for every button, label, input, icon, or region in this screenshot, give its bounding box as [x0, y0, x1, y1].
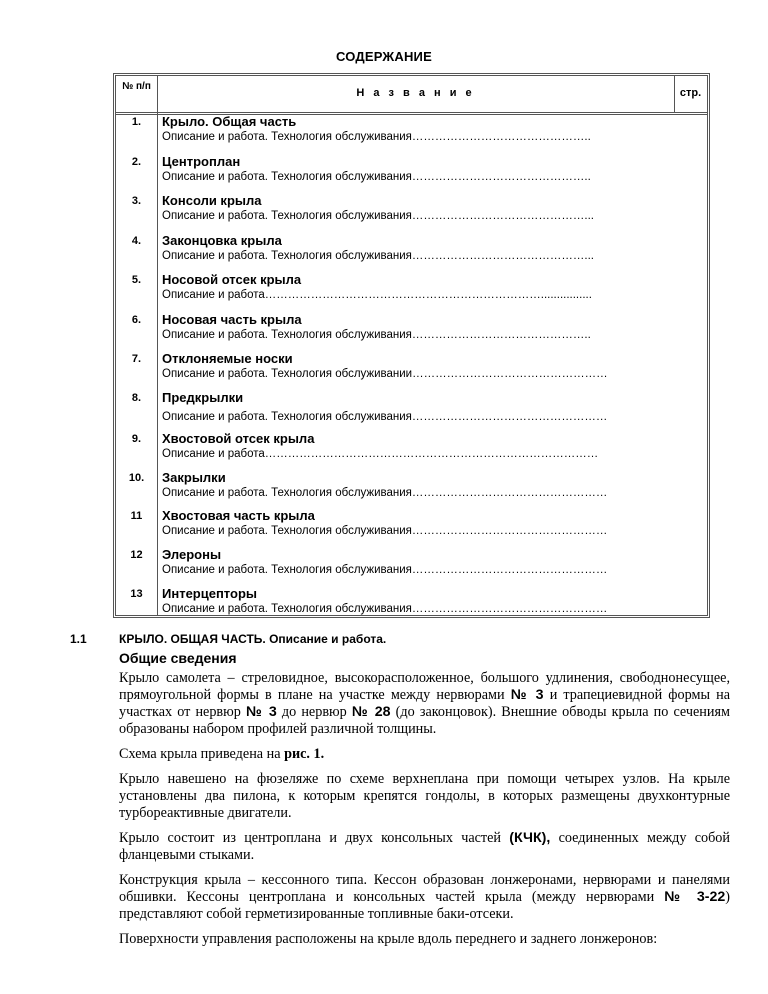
toc-row-number: 12 [130, 549, 143, 561]
col-name-header: Н а з в а н и е [356, 87, 475, 99]
toc-row-number: 2. [131, 156, 142, 168]
col-page-header: стр. [679, 87, 702, 99]
p1-text-d: (до законцовок). Внешние обводы крыла по сечениям образованы набором профилей различной толщины. [119, 704, 730, 737]
col-separator-page [674, 76, 675, 112]
toc-row-number: 10. [128, 472, 145, 484]
toc-row-title: Интерцепторы [162, 586, 257, 601]
section-title: КРЫЛО. ОБЩАЯ ЧАСТЬ. Описание и работа. [119, 632, 387, 646]
p5-ref-ribs: № 3-22 [664, 889, 726, 905]
toc-row [116, 195, 707, 231]
toc-row-description: Описание и работа. Технология обслуживания…………………………………………… [162, 525, 608, 537]
toc-row-number: 9. [131, 433, 142, 445]
col-num-label: № п/п [122, 81, 151, 92]
p1-text-b: и трапециевидной формы на участках от нервюр [119, 687, 730, 720]
toc-row-description: Описание и работа. Технология обслуживания……………………………………….. [162, 131, 591, 143]
toc-row-title: Хвостовой отсек крыла [162, 431, 315, 446]
toc-row-description: Описание и работа. Технология обслуживания……………………………………….. [162, 171, 591, 183]
toc-row [116, 433, 707, 469]
p1-ref-rib-3b: № 3 [245, 704, 277, 720]
toc-row-description: Описание и работа. Технология обслуживания…………………………………………… [162, 564, 608, 576]
paragraph-4 [119, 830, 730, 864]
toc-row-number: 8. [131, 392, 142, 404]
toc-row-description: Описание и работа. Технология обслуживания……………………………………….. [162, 329, 591, 341]
toc-row-title: Центроплан [162, 154, 241, 169]
figure-ref: рис. 1. [284, 746, 325, 762]
toc-row [116, 116, 707, 152]
toc-row-title: Элероны [162, 547, 222, 562]
p4-text-b: соединенных между собой фланцевыми стыками. [119, 830, 730, 863]
p5-text-a: Конструкция крыла – кессонного типа. Кессон образован лонжеронами, нервюрами и панелями обшивки. Кессоны центроплана и консольных частей крыла (между нервюрами [119, 872, 730, 905]
toc-row-number: 13 [130, 588, 143, 600]
toc-row-number: 11 [130, 510, 143, 522]
toc-row-title: Законцовка крыла [162, 233, 282, 248]
toc-row-description: Описание и работа. Технология обслуживания…………………………………………… [162, 411, 608, 423]
paragraph-2 [119, 746, 730, 763]
toc-row-title: Предкрылки [162, 390, 244, 405]
toc-table [113, 73, 710, 618]
toc-row-title: Отклоняемые носки [162, 351, 293, 366]
toc-row-title: Носовая часть крыла [162, 312, 302, 327]
toc-row [116, 549, 707, 585]
toc-header-row [116, 76, 707, 115]
toc-row [116, 392, 707, 428]
toc-row [116, 314, 707, 350]
p1-text-c: до нервюр [276, 704, 352, 720]
toc-row-title: Закрылки [162, 470, 226, 485]
toc-heading: СОДЕРЖАНИЕ [336, 49, 432, 64]
p4-text-a: Крыло состоит из центроплана и двух консольных частей [119, 830, 510, 846]
p2-text: Схема крыла приведена на [119, 746, 285, 762]
toc-row-title: Консоли крыла [162, 193, 262, 208]
toc-row-description: Описание и работа…………………………………………………………………………… [162, 448, 599, 460]
toc-row [116, 235, 707, 271]
paragraph-1 [119, 670, 730, 738]
p4-abbrev: (КЧК), [509, 830, 551, 846]
paragraph-3: Крыло навешено на фюзеляже по схеме верхнеплана при помощи четырех узлов. На крыле установлены два пилона, к которым крепятся гондолы, в которых размещены двухконтурные турбореактивные двигатели. [119, 771, 730, 821]
paragraph-5 [119, 872, 730, 923]
section-number: 1.1 [70, 632, 87, 646]
p1-ref-rib-28: № 28 [351, 704, 391, 720]
toc-row-number: 3. [131, 195, 142, 207]
toc-row-title: Крыло. Общая часть [162, 114, 297, 129]
toc-row-title: Носовой отсек крыла [162, 272, 302, 287]
toc-row [116, 353, 707, 389]
p5-text-b: ) представляют собой герметизированные топливные баки-отсеки. [119, 889, 731, 922]
toc-row-title: Хвостовая часть крыла [162, 508, 315, 523]
col-num-header [116, 80, 157, 93]
toc-row-description: Описание и работа………………………………………………………………................ [162, 289, 592, 301]
body-text [119, 670, 730, 956]
toc-row [116, 510, 707, 546]
p1-ref-rib-3a: № 3 [510, 687, 544, 703]
toc-row [116, 472, 707, 508]
toc-row-description: Описание и работа. Технология обслуживания………………………………………... [162, 250, 594, 262]
toc-row-number: 7. [131, 353, 142, 365]
toc-row-number: 5. [131, 274, 142, 286]
section-subtitle: Общие сведения [119, 650, 237, 666]
toc-row-description: Описание и работа. Технология обслуживания…………………………………………… [162, 603, 608, 615]
toc-row-number: 4. [131, 235, 142, 247]
toc-row [116, 274, 707, 310]
toc-row-number: 1. [131, 116, 142, 128]
paragraph-6: Поверхности управления расположены на крыле вдоль переднего и заднего лонжеронов: [119, 931, 658, 947]
toc-row-number: 6. [131, 314, 142, 326]
toc-row-description: Описание и работа. Технология обслуживания………………………………………... [162, 210, 594, 222]
toc-row-description: Описание и работа. Технология обслуживании…………………………………………… [162, 368, 608, 380]
toc-row-description: Описание и работа. Технология обслуживания…………………………………………… [162, 487, 608, 499]
toc-row [116, 588, 707, 624]
p1-text-a: Крыло самолета – стреловидное, высокорасположенное, большого удлинения, свободнонесущее, прямоугольной формы в плане на участке между нервюрами [119, 670, 730, 703]
toc-row [116, 156, 707, 192]
